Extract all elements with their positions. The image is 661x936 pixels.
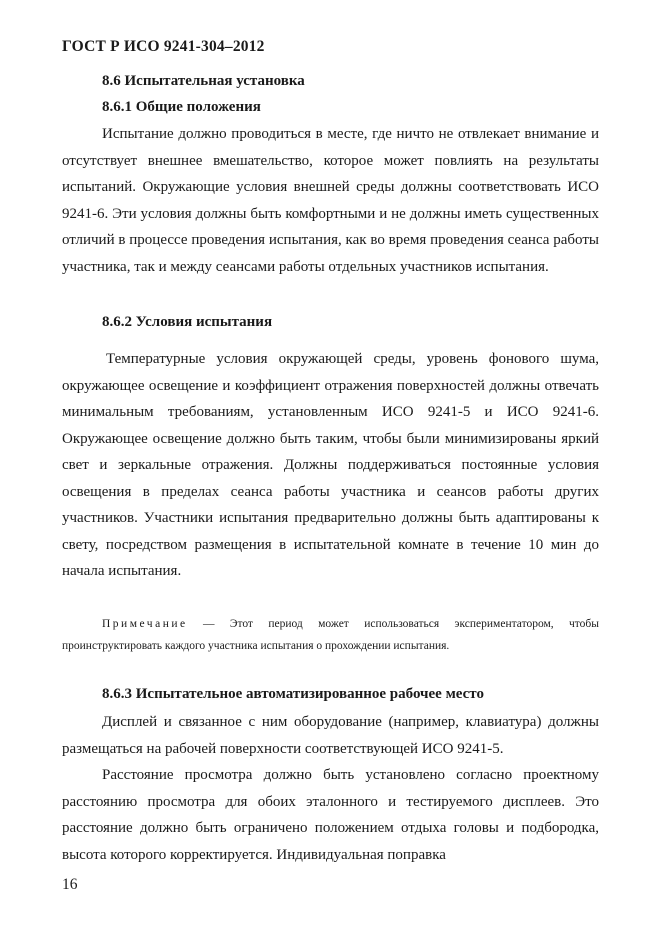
page-number: 16 bbox=[62, 876, 78, 893]
section-8-6-1-paragraph: Испытание должно проводиться в месте, где ничто не отвлекает внимание и отсутствует внешнее вмешательство, которое может повлиять на результаты испытаний. Окружающие условия внешней среды должны соответствовать ИСО 9241-6. Эти условия должны быть комфортными и не должны иметь существенных отличий в процессе проведения испытания, как во время проведения сеанса работы участника, так и между сеансами работы отдельных участников испытания. bbox=[62, 126, 599, 275]
section-8-6-2-paragraph: Температурные условия окружающей среды, уровень фонового шума, окружающее освещение и коэффициент отражения поверхностей должны отвечать минимальным требованиям, установленным ИСО 9241-5 и ИСО 9241-6. Окружающее освещение должно быть таким, чтобы были минимизированы яркий свет и зеркальные отражения. Должны поддерживаться постоянные условия освещения в пределах сеанса работы участника и сеансов работы других участников. Участники испытания предварительно должны быть адаптированы к свету, посредством размещения в испытательной комнате в течение 10 мин до начала испытания. bbox=[62, 351, 599, 579]
section-8-6-heading: 8.6 Испытательная установка bbox=[102, 73, 305, 89]
note-paragraph bbox=[62, 613, 599, 657]
note-text: — Этот период может использоваться экспериментатором, чтобы проинструктировать каждого участника испытания о прохождении испытания. bbox=[62, 618, 599, 652]
section-8-6-2-heading: 8.6.2 Условия испытания bbox=[102, 314, 273, 330]
section-8-6-3-paragraph-2: Расстояние просмотра должно быть установлено согласно проектному расстоянию просмотра для обоих эталонного и тестируемого дисплеев. Это расстояние должно быть ограничено положением отдыха головы и подбородка, высота которого корректируется. Индивидуальная поправка bbox=[62, 767, 599, 863]
section-8-6-3-paragraph-1: Дисплей и связанное с ним оборудование (например, клавиатура) должны размещаться на рабочей поверхности соответствующей ИСО 9241-5. bbox=[62, 714, 599, 757]
section-8-6-1-heading: 8.6.1 Общие положения bbox=[102, 99, 261, 115]
section-8-6-3-heading: 8.6.3 Испытательное автоматизированное рабочее место bbox=[102, 686, 484, 702]
document-header: ГОСТ Р ИСО 9241-304–2012 bbox=[62, 38, 265, 55]
note-label: Примечание bbox=[102, 618, 188, 630]
